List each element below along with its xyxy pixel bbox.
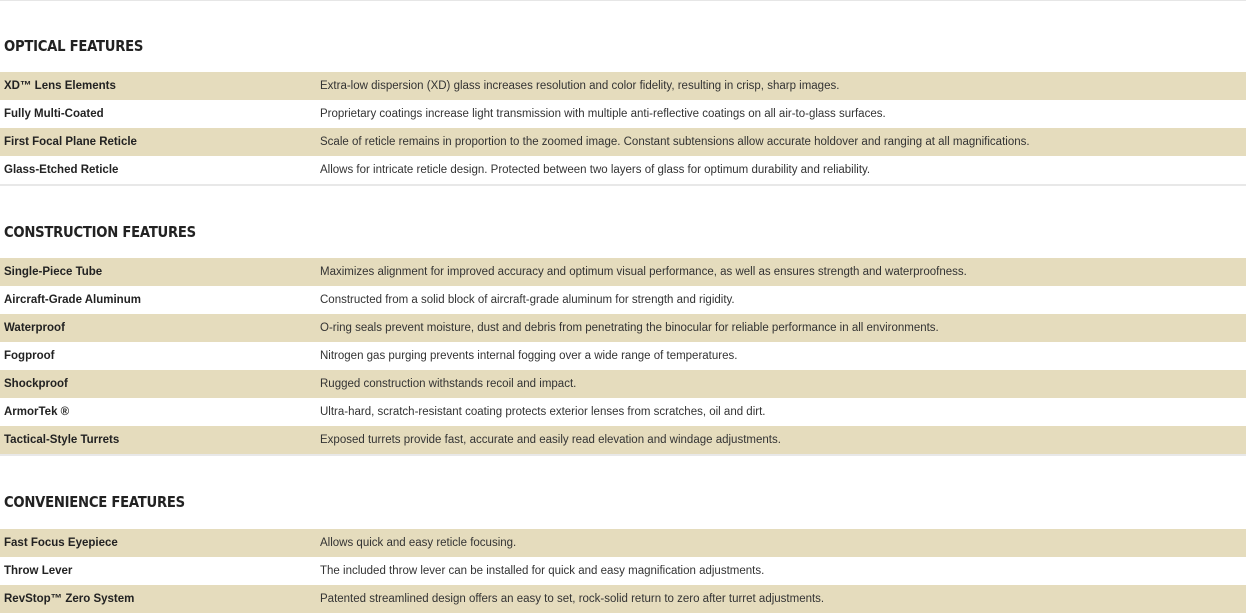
table-row	[0, 557, 1246, 585]
table-row	[0, 398, 1246, 426]
feature-name: Glass-Etched Reticle	[4, 164, 119, 176]
feature-name: Tactical-Style Turrets	[4, 434, 120, 446]
feature-description: Allows for intricate reticle design. Protected between two layers of glass for optimum durability and reliability.	[320, 164, 871, 176]
feature-name: XD™ Lens Elements	[4, 80, 116, 92]
feature-description: Nitrogen gas purging prevents internal fogging over a wide range of temperatures.	[320, 350, 738, 362]
section-title: CONSTRUCTION FEATURES	[4, 223, 196, 241]
section-title: OPTICAL FEATURES	[4, 37, 144, 55]
table-row	[0, 72, 1246, 100]
feature-description: Rugged construction withstands recoil and impact.	[320, 378, 577, 390]
table-row	[0, 529, 1246, 557]
feature-name: Fast Focus Eyepiece	[4, 537, 118, 549]
feature-description: Allows quick and easy reticle focusing.	[320, 537, 517, 549]
feature-name: ArmorTek ®	[4, 406, 70, 418]
feature-description: The included throw lever can be installed for quick and easy magnification adjustments.	[320, 565, 765, 577]
feature-name: Waterproof	[4, 322, 65, 334]
feature-name: Aircraft-Grade Aluminum	[4, 294, 141, 306]
feature-name: Single-Piece Tube	[4, 266, 103, 278]
table-row	[0, 314, 1246, 342]
section-title: CONVENIENCE FEATURES	[4, 493, 185, 511]
feature-name: Fully Multi-Coated	[4, 108, 104, 120]
feature-description: Patented streamlined design offers an easy to set, rock-solid return to zero after turret adjustments.	[320, 593, 825, 605]
feature-description: Proprietary coatings increase light transmission with multiple anti-reflective coatings on all air-to-glass surfaces.	[320, 108, 886, 120]
table-row	[0, 342, 1246, 370]
features-table	[0, 72, 1246, 184]
feature-name: First Focal Plane Reticle	[4, 136, 137, 148]
table-row	[0, 100, 1246, 128]
table-row	[0, 128, 1246, 156]
table-divider	[0, 454, 1246, 456]
feature-description: Maximizes alignment for improved accuracy and optimum visual performance, as well as ensures strength and waterproofness.	[320, 266, 967, 278]
feature-description: O-ring seals prevent moisture, dust and debris from penetrating the binocular for reliable performance in all environments.	[320, 322, 939, 334]
feature-description: Scale of reticle remains in proportion to the zoomed image. Constant subtensions allow accurate holdover and ranging at all magnifications.	[320, 136, 1030, 148]
feature-description: Extra-low dispersion (XD) glass increases resolution and color fidelity, resulting in crisp, sharp images.	[320, 80, 840, 92]
feature-name: RevStop™ Zero System	[4, 593, 135, 605]
table-divider	[0, 184, 1246, 186]
features-table	[0, 258, 1246, 454]
feature-name: Throw Lever	[4, 565, 73, 577]
feature-description: Exposed turrets provide fast, accurate and easily read elevation and windage adjustments.	[320, 434, 781, 446]
table-row	[0, 156, 1246, 184]
table-row	[0, 286, 1246, 314]
table-row	[0, 258, 1246, 286]
top-divider	[0, 0, 1246, 1]
table-row	[0, 426, 1246, 454]
table-row	[0, 370, 1246, 398]
feature-name: Shockproof	[4, 378, 68, 390]
feature-name: Fogproof	[4, 350, 55, 362]
feature-description: Ultra-hard, scratch-resistant coating protects exterior lenses from scratches, oil and dirt.	[320, 406, 766, 418]
features-table	[0, 529, 1246, 613]
feature-description: Constructed from a solid block of aircraft-grade aluminum for strength and rigidity.	[320, 294, 735, 306]
